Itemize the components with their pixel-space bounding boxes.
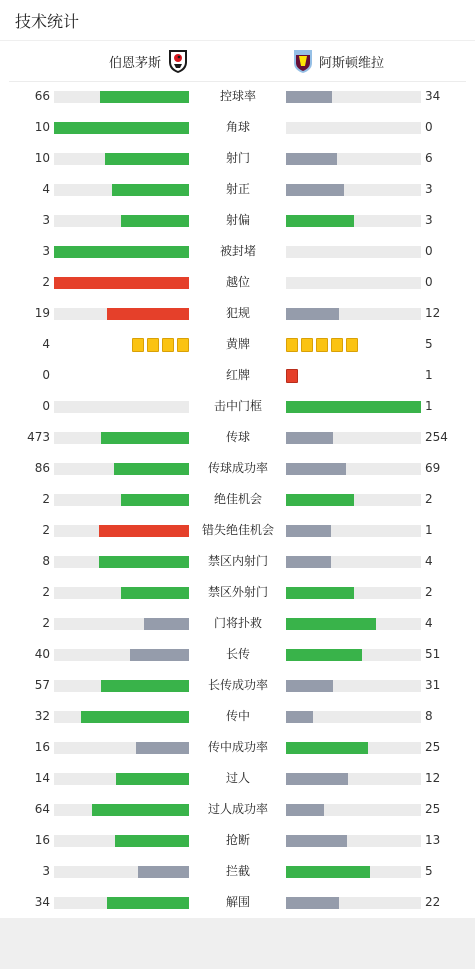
home-stat-bar-fill [144, 618, 189, 630]
home-stat-value: 10 [34, 151, 50, 165]
away-stat-bar-track [286, 463, 421, 475]
away-stat-bar-track [286, 587, 421, 599]
home-stat-value: 66 [34, 89, 50, 103]
stat-label: 红牌 [225, 368, 250, 382]
away-stat-value: 5 [425, 864, 433, 878]
away-stat-value: 1 [425, 523, 433, 537]
stat-label: 击中门框 [213, 399, 262, 413]
away-stat-value: 12 [425, 771, 441, 785]
away-stat-bar-track [286, 556, 421, 568]
away-stat-bar-track [286, 184, 421, 196]
away-stat-value: 254 [425, 430, 448, 444]
yellow-card-icon [177, 338, 189, 352]
home-stat-value: 4 [42, 337, 50, 351]
home-stat-bar-track [54, 122, 189, 134]
home-team-name: 伯恩茅斯 [108, 55, 161, 71]
stat-row [0, 732, 475, 763]
stat-label: 黄牌 [225, 337, 250, 351]
yellow-card-icon [301, 338, 313, 352]
stat-row [0, 701, 475, 732]
home-stat-bar-track [54, 525, 189, 537]
away-stat-bar-track [286, 649, 421, 661]
away-stat-bar-track [286, 494, 421, 506]
home-team[interactable] [109, 41, 189, 81]
away-stat-value: 4 [425, 616, 433, 630]
home-stat-bar-fill [130, 649, 189, 661]
home-stat-bar-fill [107, 308, 189, 320]
home-stat-bar-fill [115, 835, 189, 847]
stat-label: 禁区内射门 [207, 554, 268, 568]
home-stat-bar-fill [92, 804, 189, 816]
home-stat-bar-fill [54, 122, 189, 134]
stat-label: 拦截 [225, 864, 250, 878]
home-stat-value: 32 [34, 709, 50, 723]
home-stat-bar-fill [114, 463, 189, 475]
home-stat-bar-track [54, 308, 189, 320]
stat-row [0, 825, 475, 856]
teams-row [9, 41, 466, 82]
home-stat-bar-fill [112, 184, 189, 196]
stat-label: 绝佳机会 [213, 492, 262, 506]
stat-row [0, 639, 475, 670]
away-stat-value: 0 [425, 120, 433, 134]
home-stat-bar-track [54, 277, 189, 289]
home-stat-bar-track [54, 773, 189, 785]
away-stat-bar-track [286, 432, 421, 444]
home-stat-bar-fill [101, 680, 189, 692]
stat-row [0, 267, 475, 298]
stat-row [0, 484, 475, 515]
page-title: 技术统计 [15, 11, 80, 31]
away-stat-value: 0 [425, 275, 433, 289]
stat-row [0, 577, 475, 608]
away-stat-bar-fill [286, 742, 368, 754]
home-stat-bar-fill [138, 866, 189, 878]
away-stat-value: 22 [425, 895, 441, 909]
stats-header [0, 0, 475, 41]
away-stat-bar-fill [286, 618, 376, 630]
away-stat-value: 8 [425, 709, 433, 723]
home-stat-bar-track [54, 587, 189, 599]
home-stat-bar-fill [121, 215, 189, 227]
home-stat-value: 16 [34, 833, 50, 847]
stat-row [0, 112, 475, 143]
away-stat-bar-track [286, 680, 421, 692]
stat-row [0, 143, 475, 174]
away-stat-bar-fill [286, 866, 370, 878]
away-stat-value: 31 [425, 678, 441, 692]
away-stat-bar-track [286, 835, 421, 847]
away-stat-bar-fill [286, 153, 337, 165]
away-stat-value: 25 [425, 740, 441, 754]
stat-label: 射正 [225, 182, 250, 196]
away-stat-bar-track [286, 215, 421, 227]
away-stat-bar-fill [286, 711, 313, 723]
away-stat-bar-fill [286, 587, 354, 599]
away-team[interactable] [292, 41, 384, 81]
home-stat-bar-fill [116, 773, 189, 785]
home-stat-bar-track [54, 153, 189, 165]
away-stat-bar-fill [286, 401, 421, 413]
home-stat-bar-fill [105, 153, 189, 165]
home-stat-bar-track [54, 401, 189, 413]
home-stat-value: 64 [34, 802, 50, 816]
home-stat-value: 14 [34, 771, 50, 785]
away-stat-bar-track [286, 866, 421, 878]
away-stat-bar-fill [286, 215, 354, 227]
stat-row [0, 298, 475, 329]
away-stat-bar-fill [286, 494, 354, 506]
stat-label: 传球 [225, 430, 250, 444]
home-stat-bar-track [54, 804, 189, 816]
away-cards [286, 338, 358, 352]
away-stat-value: 13 [425, 833, 441, 847]
home-stat-value: 10 [34, 120, 50, 134]
home-stat-bar-track [54, 463, 189, 475]
stat-label: 禁区外射门 [207, 585, 268, 599]
away-stat-bar-fill [286, 804, 324, 816]
away-stat-value: 69 [425, 461, 441, 475]
home-stat-value: 3 [42, 244, 50, 258]
away-stat-bar-track [286, 308, 421, 320]
stat-label: 门将扑救 [213, 616, 262, 630]
away-stat-value: 0 [425, 244, 433, 258]
home-stat-bar-fill [107, 897, 189, 909]
away-stat-bar-fill [286, 525, 331, 537]
home-stat-value: 40 [34, 647, 50, 661]
home-stat-value: 57 [34, 678, 50, 692]
yellow-card-icon [346, 338, 358, 352]
home-stat-value: 2 [42, 616, 50, 630]
home-stat-bar-fill [136, 742, 189, 754]
away-stat-bar-fill [286, 680, 333, 692]
away-cards [286, 369, 298, 383]
away-stat-value: 51 [425, 647, 441, 661]
away-stat-bar-fill [286, 91, 332, 103]
away-stat-value: 34 [425, 89, 441, 103]
home-stat-bar-track [54, 432, 189, 444]
home-stat-bar-track [54, 835, 189, 847]
home-stat-bar-fill [81, 711, 189, 723]
away-stat-bar-track [286, 401, 421, 413]
stat-row [0, 453, 475, 484]
stat-row [0, 205, 475, 236]
away-stat-bar-track [286, 277, 421, 289]
home-stat-bar-track [54, 897, 189, 909]
stat-label: 传球成功率 [207, 461, 268, 475]
home-stat-value: 4 [42, 182, 50, 196]
away-stat-value: 12 [425, 306, 441, 320]
away-stat-bar-track [286, 711, 421, 723]
stat-row [0, 794, 475, 825]
away-stat-value: 1 [425, 368, 433, 382]
stat-label: 被封堵 [219, 244, 256, 258]
away-stat-value: 2 [425, 585, 433, 599]
home-stat-bar-fill [101, 432, 189, 444]
away-stat-bar-track [286, 525, 421, 537]
away-stat-bar-fill [286, 432, 333, 444]
away-stat-bar-fill [286, 649, 362, 661]
away-stat-bar-track [286, 153, 421, 165]
home-stat-value: 2 [42, 492, 50, 506]
stat-row [0, 887, 475, 918]
home-stat-bar-fill [54, 246, 189, 258]
stat-label: 长传 [225, 647, 250, 661]
stat-label: 过人成功率 [207, 802, 268, 816]
away-stat-value: 25 [425, 802, 441, 816]
away-stat-bar-track [286, 618, 421, 630]
yellow-card-icon [162, 338, 174, 352]
away-stat-bar-fill [286, 897, 339, 909]
stat-row [0, 670, 475, 701]
home-stat-bar-track [54, 618, 189, 630]
stat-row [0, 360, 475, 391]
stat-label: 越位 [225, 275, 250, 289]
home-stat-bar-track [54, 742, 189, 754]
home-stat-bar-fill [54, 277, 189, 289]
stat-label: 解围 [225, 895, 250, 909]
home-stat-bar-track [54, 494, 189, 506]
home-stat-value: 0 [42, 368, 50, 382]
away-stat-bar-fill [286, 773, 348, 785]
stat-label: 过人 [225, 771, 250, 785]
home-stat-bar-fill [121, 587, 189, 599]
stat-label: 射偏 [225, 213, 250, 227]
stat-label: 犯规 [225, 306, 250, 320]
home-cards [132, 338, 189, 352]
home-stat-bar-track [54, 680, 189, 692]
bournemouth-crest-icon [167, 48, 189, 74]
away-stat-value: 6 [425, 151, 433, 165]
home-stat-bar-track [54, 215, 189, 227]
home-stat-bar-track [54, 556, 189, 568]
home-stat-value: 2 [42, 585, 50, 599]
home-stat-value: 2 [42, 523, 50, 537]
away-stat-bar-track [286, 804, 421, 816]
away-stat-bar-track [286, 91, 421, 103]
stat-row [0, 236, 475, 267]
home-stat-bar-track [54, 711, 189, 723]
away-stat-bar-track [286, 897, 421, 909]
stat-label: 错失绝佳机会 [201, 523, 274, 537]
aston-villa-crest-icon [292, 48, 314, 74]
away-stat-bar-fill [286, 556, 331, 568]
away-stat-bar-fill [286, 184, 344, 196]
stat-row [0, 763, 475, 794]
stat-row [0, 422, 475, 453]
stat-row [0, 174, 475, 205]
home-stat-bar-fill [121, 494, 189, 506]
home-stat-value: 86 [34, 461, 50, 475]
home-stat-value: 19 [34, 306, 50, 320]
yellow-card-icon [132, 338, 144, 352]
away-stat-value: 3 [425, 182, 433, 196]
home-stat-value: 3 [42, 213, 50, 227]
stat-label: 传中 [225, 709, 250, 723]
away-stat-value: 4 [425, 554, 433, 568]
home-stat-value: 2 [42, 275, 50, 289]
away-stat-bar-track [286, 122, 421, 134]
home-stat-value: 16 [34, 740, 50, 754]
yellow-card-icon [147, 338, 159, 352]
home-stat-bar-fill [100, 91, 189, 103]
stat-label: 射门 [225, 151, 250, 165]
home-stat-bar-track [54, 91, 189, 103]
away-stat-bar-track [286, 773, 421, 785]
away-stat-value: 1 [425, 399, 433, 413]
home-stat-bar-track [54, 184, 189, 196]
yellow-card-icon [286, 338, 298, 352]
red-card-icon [286, 369, 298, 383]
stat-label: 长传成功率 [207, 678, 268, 692]
stat-label: 抢断 [225, 833, 250, 847]
away-stat-value: 3 [425, 213, 433, 227]
home-stat-value: 3 [42, 864, 50, 878]
yellow-card-icon [331, 338, 343, 352]
away-stat-bar-track [286, 246, 421, 258]
stats-list [0, 81, 475, 918]
stat-row [0, 856, 475, 887]
stat-row [0, 329, 475, 360]
yellow-card-icon [316, 338, 328, 352]
stat-row [0, 81, 475, 112]
away-stat-bar-fill [286, 835, 347, 847]
away-team-name: 阿斯顿维拉 [319, 55, 385, 71]
home-stat-value: 0 [42, 399, 50, 413]
home-stat-bar-track [54, 649, 189, 661]
away-stat-bar-fill [286, 463, 346, 475]
stat-label: 角球 [225, 120, 250, 134]
home-stat-value: 8 [42, 554, 50, 568]
home-stat-bar-fill [99, 556, 189, 568]
home-stat-bar-fill [99, 525, 189, 537]
stat-row [0, 546, 475, 577]
stat-label: 控球率 [219, 89, 256, 103]
home-stat-bar-track [54, 246, 189, 258]
away-stat-bar-track [286, 742, 421, 754]
stat-row [0, 391, 475, 422]
away-stat-value: 2 [425, 492, 433, 506]
home-stat-value: 473 [27, 430, 50, 444]
stat-row [0, 515, 475, 546]
stat-row [0, 608, 475, 639]
home-stat-bar-track [54, 866, 189, 878]
home-stat-value: 34 [34, 895, 50, 909]
stat-label: 传中成功率 [207, 740, 268, 754]
away-stat-value: 5 [425, 337, 433, 351]
away-stat-bar-fill [286, 308, 339, 320]
